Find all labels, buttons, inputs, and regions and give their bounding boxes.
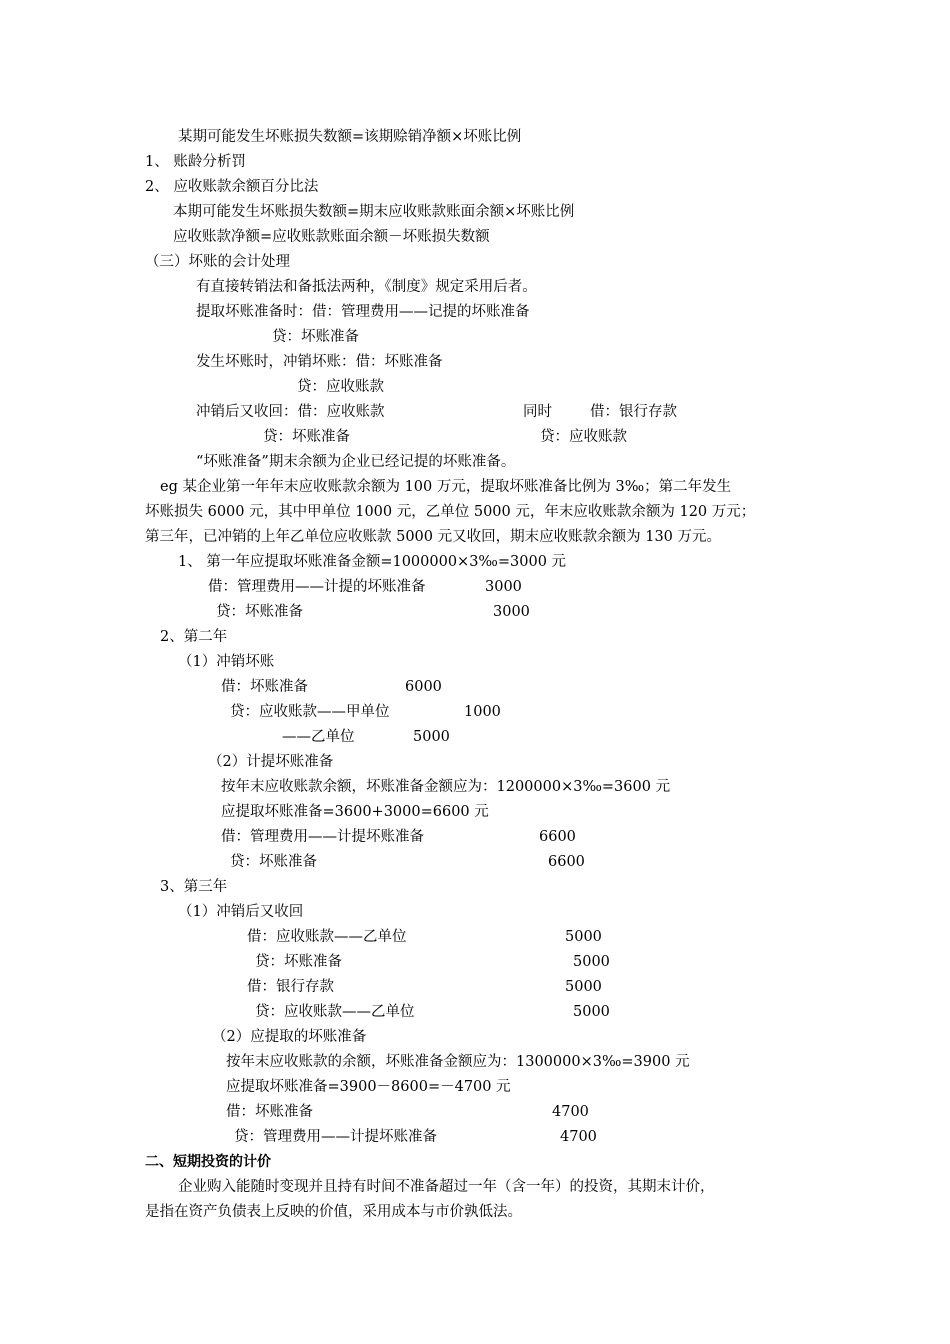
paragraph-ending-balance: “坏账准备”期末余额为企业已经记提的坏账准备。 — [196, 454, 516, 470]
year2-provision-credit: 贷：坏账准备 — [230, 854, 317, 870]
method-percentage: 2、 应收账款余额百分比法 — [145, 179, 319, 195]
year3-bank-debit-amount: 5000 — [565, 979, 602, 995]
year3-provision-heading: （2）应提取的坏账准备 — [212, 1029, 367, 1045]
year3-provision-amount-calc: 应提取坏账准备=3900－8600=－4700 元 — [226, 1079, 511, 1095]
entry-provision-debit: 提取坏账准备时：借：管理费用——记提的坏账准备 — [196, 304, 530, 320]
year2-writeoff-credit-b-amount: 5000 — [413, 729, 450, 745]
example-line-1: eg 某企业第一年年末应收账款余额为 100 万元，提取坏账准备比例为 3‰；第二年发生 — [160, 479, 732, 495]
formula-period-loss: 本期可能发生坏账损失数额=期末应收账款账面余额×坏账比例 — [173, 204, 575, 220]
entry-recovery-debit: 冲销后又收回：借：应收账款 — [196, 404, 385, 420]
year3-recovery-debit-amount: 5000 — [565, 929, 602, 945]
year3-recovery-heading: （1）冲销后又收回 — [178, 904, 304, 920]
entry-writeoff-credit: 贷：应收账款 — [297, 379, 384, 395]
year2-writeoff-credit-b: ——乙单位 — [282, 729, 355, 745]
year2-provision-heading: （2）计提坏账准备 — [208, 754, 334, 770]
year2-provision-amount-calc: 应提取坏账准备=3600+3000=6600 元 — [221, 804, 489, 820]
method-aging: 1、 账龄分析罚 — [145, 154, 246, 170]
formula-credit-sales: 某期可能发生坏账损失数额=该期赊销净额×坏账比例 — [178, 129, 522, 145]
year3-recovery-credit: 贷：坏账准备 — [255, 954, 342, 970]
year2-provision-calc: 按年末应收账款余额，坏账准备金额应为：1200000×3‰=3600 元 — [221, 779, 671, 795]
entry-recovery-receivable-credit: 贷：应收账款 — [540, 429, 627, 445]
formula-net-receivable: 应收账款净额=应收账款账面余额－坏账损失数额 — [173, 229, 490, 245]
year2-heading: 2、第二年 — [160, 629, 228, 645]
year3-provision-debit-amount: 4700 — [552, 1104, 589, 1120]
year1-debit: 借：管理费用——计提的坏账准备 — [208, 579, 426, 595]
paragraph-methods: 有直接转销法和备抵法两种，《制度》规定采用后者。 — [196, 279, 537, 295]
example-line-3: 第三年，已冲销的上年乙单位应收账款 5000 元又收回，期末应收账款余额为 130 万元。 — [145, 529, 722, 545]
paragraph-investment-line-1: 企业购入能随时变现并且持有时间不准备超过一年（含一年）的投资，其期末计价， — [178, 1179, 715, 1195]
year3-recovery-debit: 借：应收账款——乙单位 — [247, 929, 407, 945]
section-heading-short-term-investment: 二、短期投资的计价 — [145, 1154, 271, 1170]
example-line-2: 坏账损失 6000 元，其中甲单位 1000 元，乙单位 5000 元，年末应收账款余额为 120 万元； — [145, 504, 756, 520]
year2-provision-debit-amount: 6600 — [539, 829, 576, 845]
year1-credit-amount: 3000 — [493, 604, 530, 620]
year3-bank-debit: 借：银行存款 — [247, 979, 334, 995]
year2-writeoff-credit-a-amount: 1000 — [464, 704, 501, 720]
year1-debit-amount: 3000 — [485, 579, 522, 595]
year3-heading: 3、第三年 — [160, 879, 228, 895]
year3-provision-credit-amount: 4700 — [560, 1129, 597, 1145]
year2-writeoff-debit: 借：坏账准备 — [221, 679, 308, 695]
year3-receivable-credit: 贷：应收账款——乙单位 — [255, 1004, 415, 1020]
section-heading-accounting: （三）坏账的会计处理 — [145, 254, 290, 270]
year3-recovery-credit-amount: 5000 — [573, 954, 610, 970]
entry-writeoff-debit: 发生坏账时，冲销坏账：借：坏账准备 — [196, 354, 443, 370]
entry-recovery-simultaneous: 同时 — [523, 404, 552, 420]
entry-recovery-bank-debit: 借：银行存款 — [590, 404, 677, 420]
year3-receivable-credit-amount: 5000 — [573, 1004, 610, 1020]
year2-writeoff-heading: （1）冲销坏账 — [178, 654, 275, 670]
year2-provision-credit-amount: 6600 — [548, 854, 585, 870]
year1-credit: 贷：坏账准备 — [216, 604, 303, 620]
year2-writeoff-debit-amount: 6000 — [405, 679, 442, 695]
year2-writeoff-credit-a: 贷：应收账款——甲单位 — [230, 704, 390, 720]
year2-provision-debit: 借：管理费用——计提坏账准备 — [221, 829, 424, 845]
entry-recovery-credit: 贷：坏账准备 — [263, 429, 350, 445]
year3-provision-calc: 按年末应收账款的余额，坏账准备金额应为：1300000×3‰=3900 元 — [226, 1054, 690, 1070]
paragraph-investment-line-2: 是指在资产负债表上反映的价值，采用成本与市价孰低法。 — [145, 1204, 522, 1220]
entry-provision-credit: 贷：坏账准备 — [272, 329, 359, 345]
year3-provision-debit: 借：坏账准备 — [226, 1104, 313, 1120]
year1-calculation: 1、 第一年应提取坏账准备金额=1000000×3‰=3000 元 — [178, 554, 567, 570]
year3-provision-credit: 贷：管理费用——计提坏账准备 — [234, 1129, 437, 1145]
